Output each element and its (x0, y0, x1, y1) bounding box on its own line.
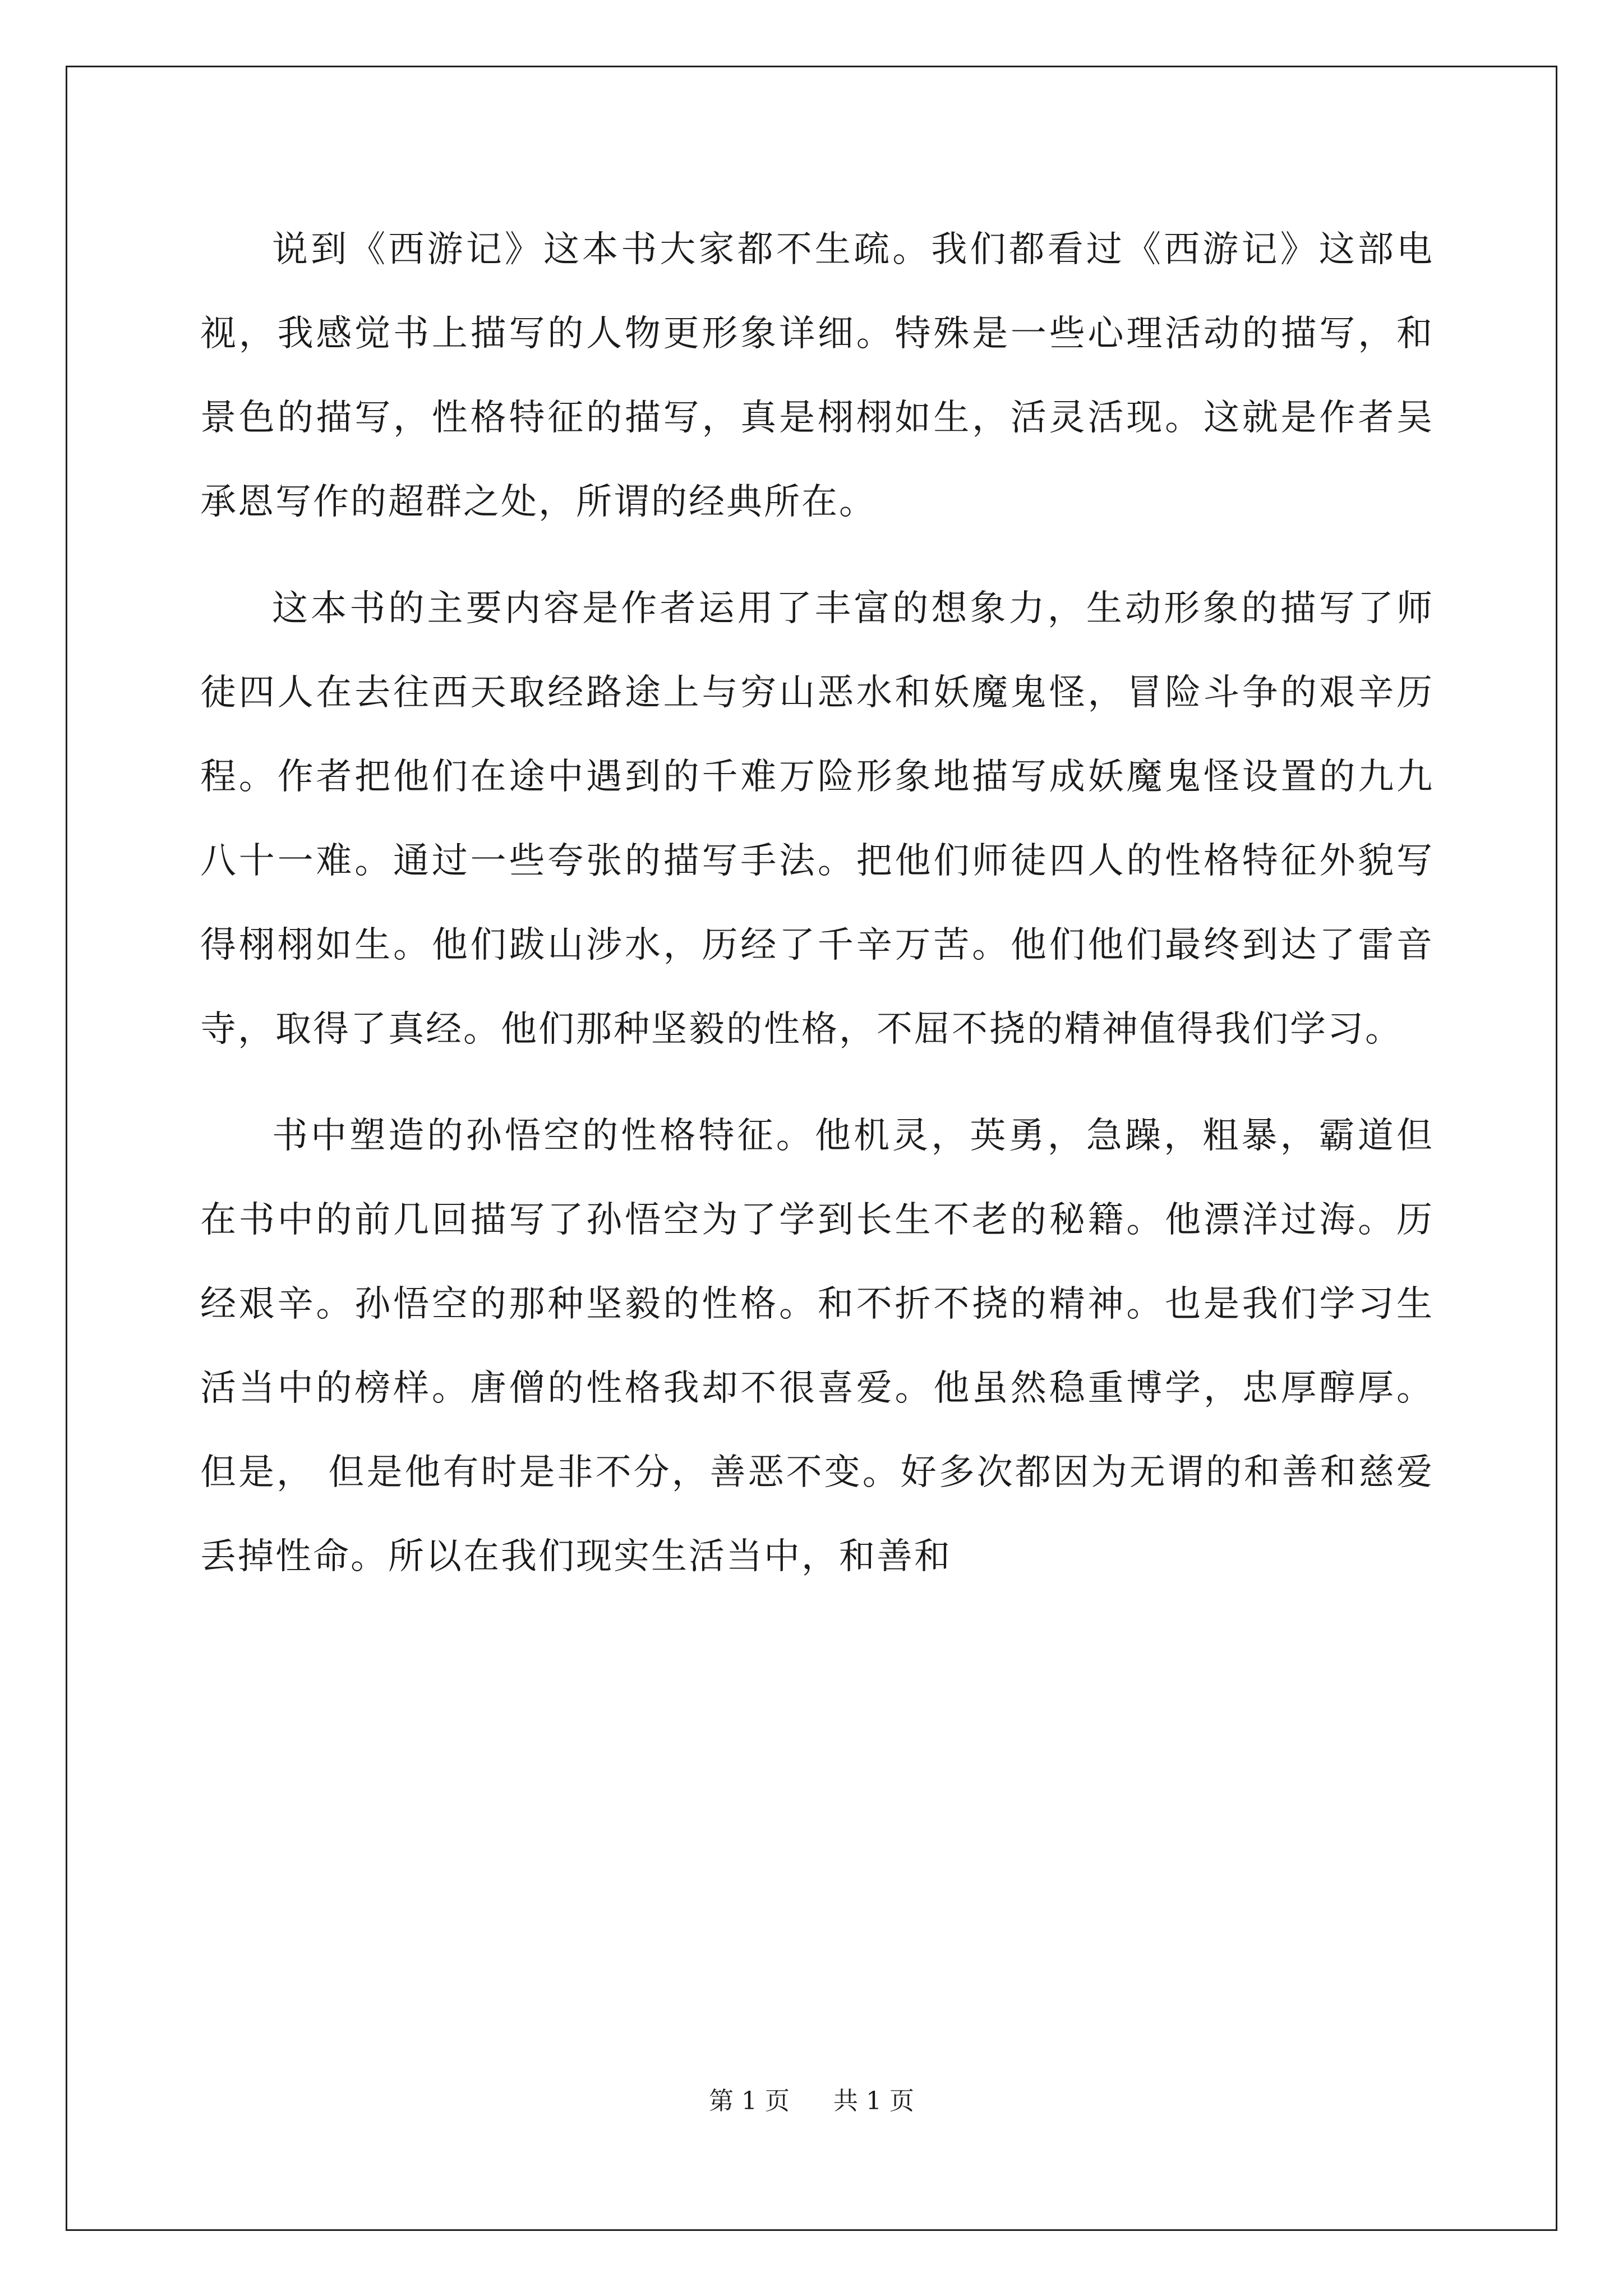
page-number-current: 第 1 页 (709, 2087, 790, 2115)
paragraph-1: 说到《西游记》这本书大家都不生疏。我们都看过《西游记》这部电视，我感觉书上描写的人物更形象详细。特殊是一些心理活动的描写，和景色的描写，性格特征的描写，真是栩栩如生，活灵活现。这就是作者吴承恩写作的超群之处，所谓的经典所在。 (200, 229, 1434, 523)
page-number-total: 共 1 页 (833, 2087, 914, 2115)
page-footer (0, 2085, 1623, 2118)
paragraph-3: 书中塑造的孙悟空的性格特征。他机灵，英勇，急躁，粗暴，霸道但在书中的前几回描写了孙悟空为了学到长生不老的秘籍。他漂洋过海。历经艰辛。孙悟空的那种坚毅的性格。和不折不挠的精神。也是我们学习生活当中的榜样。唐僧的性格我却不很喜爱。他虽然稳重博学，忠厚醇厚。但是， 但是他有时是非不分，善恶不变。好多次都因为无谓的和善和慈爱丢掉性命。所以在我们现实生活当中，和善和 (200, 1115, 1434, 1577)
paragraph-2: 这本书的主要内容是作者运用了丰富的想象力，生动形象的描写了师徒四人在去往西天取经路途上与穷山恶水和妖魔鬼怪，冒险斗争的艰辛历程。作者把他们在途中遇到的千难万险形象地描写成妖魔鬼怪设置的九九八十一难。通过一些夸张的描写手法。把他们师徒四人的性格特征外貌写得栩栩如生。他们跋山涉水，历经了千辛万苦。他们他们最终到达了雷音寺，取得了真经。他们那种坚毅的性格，不屈不挠的精神值得我们学习。 (200, 588, 1434, 1050)
document-body (200, 208, 1434, 1621)
